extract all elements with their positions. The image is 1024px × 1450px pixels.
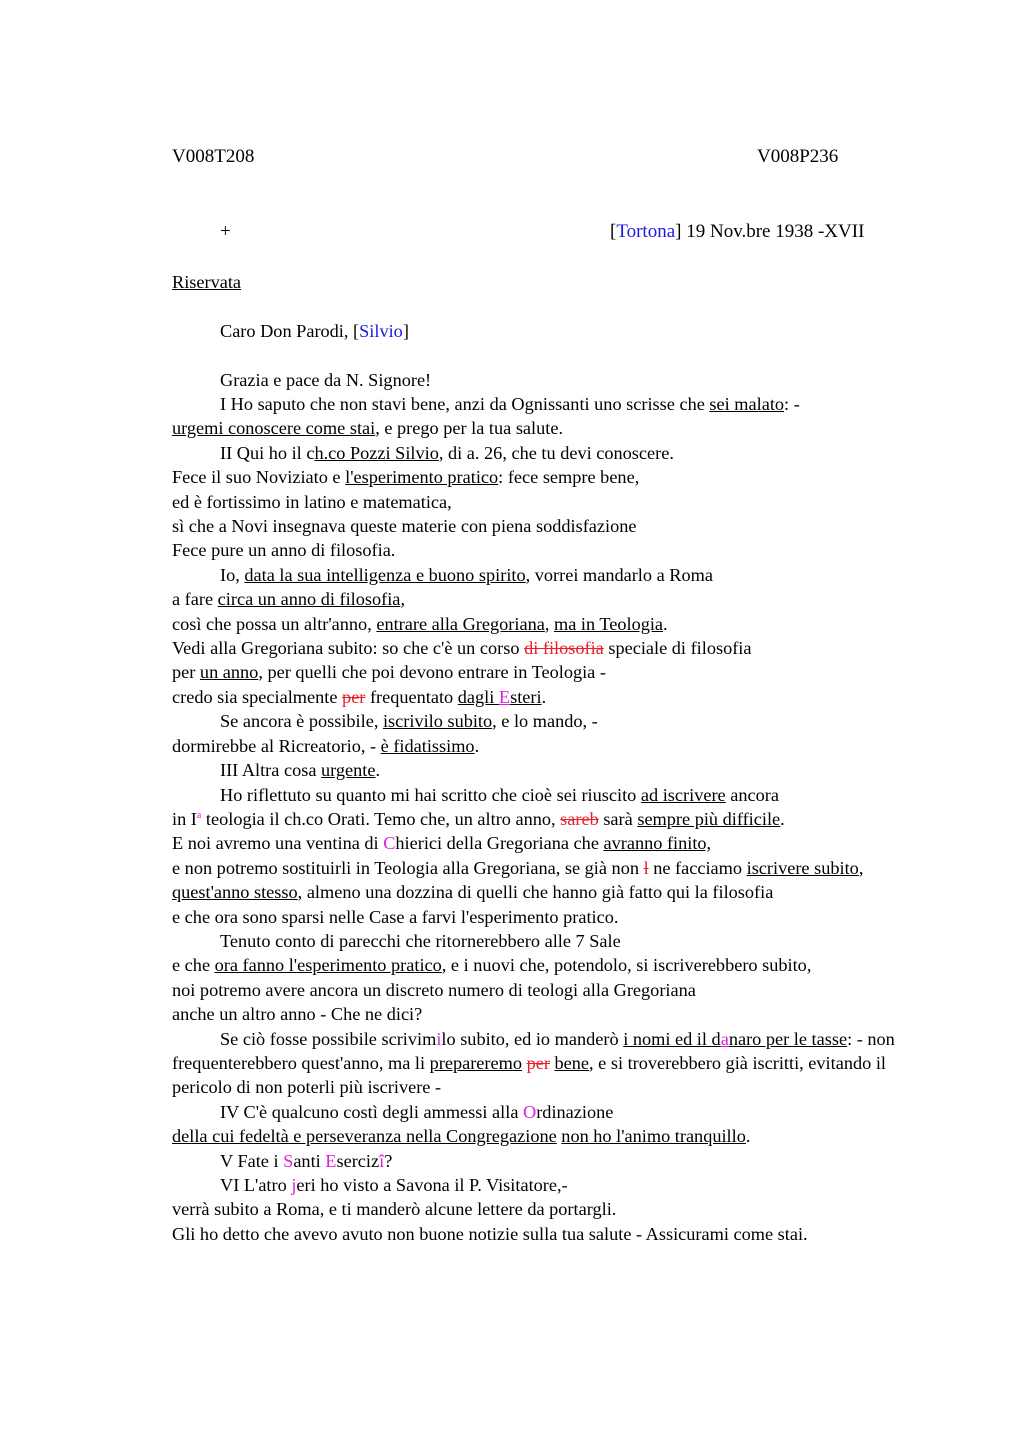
paragraph-2-line: Se ancora è possibile, iscrivilo subito, e lo mando, - [220, 711, 598, 732]
paragraph-3-line: III Altra cosa urgente. [220, 760, 381, 781]
deleted-text: per [526, 1052, 550, 1073]
paragraph-2-line: credo sia specialmente per frequentato dagli Esteri. [172, 686, 547, 707]
paragraph-3-line: noi potremo avere ancora un discreto numero di teologi alla Gregoriana [172, 979, 696, 1000]
paragraph-2-line: Vedi alla Gregoriana subito: so che c'è un corso di filosofia speciale di filosofia [172, 638, 752, 659]
paragraph-3-line: anche un altro anno - Che ne dici? [172, 1004, 423, 1025]
cross-symbol: + [220, 221, 231, 242]
place-name: Tortona [616, 221, 676, 242]
letter-body [172, 270, 902, 1246]
paragraph-3-line: Se ciò fosse possibile scrivimilo subito, ed io manderò i nomi ed il danaro per le tasse: - non frequenterebbero quest'anno, ma li prepareremo per bene, e si troverebbero già iscritti, evitando il pericolo di non poterli più iscrivere - [172, 1028, 895, 1098]
paragraph-3-line: E noi avremo una ventina di Chierici della Gregoriana che avranno finito, [172, 833, 712, 854]
dateline: [Tortona] 19 Nov.bre 1938 -XVII [610, 221, 865, 242]
paragraph-2-line: sì che a Novi insegnava queste materie con piena soddisfazione [172, 516, 637, 537]
paragraph-4-line: della cui fedeltà e perseveranza nella Congregazione non ho l'animo tranquillo. [172, 1126, 751, 1147]
paragraph-3-line: Tenuto conto di parecchi che ritornerebbero alle 7 Sale [220, 930, 621, 951]
paragraph-3-line: in $I^a$ teologia il ch.co Orati. Temo che, un altro anno, sareb sarà sempre più difficile. [172, 808, 785, 829]
paragraph-6-line: VI L'atro jeri ho visto a Savona il P. Visitatore,- [220, 1175, 568, 1195]
paragraph-6-line: verrà subito a Roma, e ti manderò alcune lettere da portargli. [172, 1199, 617, 1220]
salutation: Caro Don Parodi, [Silvio] [220, 320, 409, 341]
paragraph-2-line: a fare circa un anno di filosofia, [172, 589, 406, 610]
paragraph-3-line: Ho riflettuto su quanto mi hai scritto che cioè sei riuscito ad iscrivere ancora [220, 784, 779, 805]
recipient-name: Silvio [359, 320, 403, 341]
paragraph-3-line: e che ora fanno l'esperimento pratico, e i nuovi che, potendolo, si iscriverebbero subito, [172, 955, 812, 976]
greeting: Grazia e pace da N. Signore! [220, 369, 432, 390]
riservata-label: Riservata [172, 272, 242, 292]
paragraph-2-line: per un anno, per quelli che poi devono entrare in Teologia - [172, 662, 606, 683]
deleted-text: di filosofia [524, 638, 604, 659]
paragraph-2-line: così che possa un altr'anno, entrare alla Gregoriana, ma in Teologia. [172, 613, 668, 634]
paragraph-2-line: Fece il suo Noviziato e l'esperimento pratico: fece sempre bene, [172, 467, 640, 488]
paragraph-1-line: I Ho saputo che non stavi bene, anzi da Ognissanti uno scrisse che sei malato: - [220, 394, 800, 414]
paragraph-2-line: Fece pure un anno di filosofia. [172, 540, 396, 561]
paragraph-5-line: V Fate i Santi Esercizî? [220, 1150, 393, 1171]
document-code-right: V008P236 [757, 146, 839, 167]
paragraph-3-line: e che ora sono sparsi nelle Case a farvi l'esperimento pratico. [172, 906, 619, 927]
paragraph-2-line: Io, data la sua intelligenza e buono spirito, vorrei mandarlo a Roma [220, 564, 713, 585]
paragraph-6-line: Gli ho detto che avevo avuto non buone notizie sulla tua salute - Assicurami come stai. [172, 1223, 808, 1244]
deleted-text: per [342, 686, 366, 707]
deleted-text: sareb [560, 808, 599, 829]
deleted-text: l [643, 857, 649, 878]
paragraph-2-line: II Qui ho il ch.co Pozzi Silvio, di a. 26, che tu devi conoscere. [220, 442, 674, 463]
paragraph-4-line: IV C'è qualcuno costì degli ammessi alla Ordinazione [220, 1101, 614, 1122]
paragraph-1-line: urgemi conoscere come stai, e prego per la tua salute. [172, 418, 564, 439]
paragraph-3-line: e non potremo sostituirli in Teologia alla Gregoriana, se già non l ne facciamo iscrivere subito, quest'anno stesso, almeno una dozzina di quelli che hanno già fatto qui la filosofia [172, 857, 864, 903]
paragraph-2-line: ed è fortissimo in latino e matematica, [172, 491, 452, 512]
document-code-left: V008T208 [172, 146, 255, 167]
paragraph-2-line: dormirebbe al Ricreatorio, - è fidatissimo. [172, 735, 480, 756]
